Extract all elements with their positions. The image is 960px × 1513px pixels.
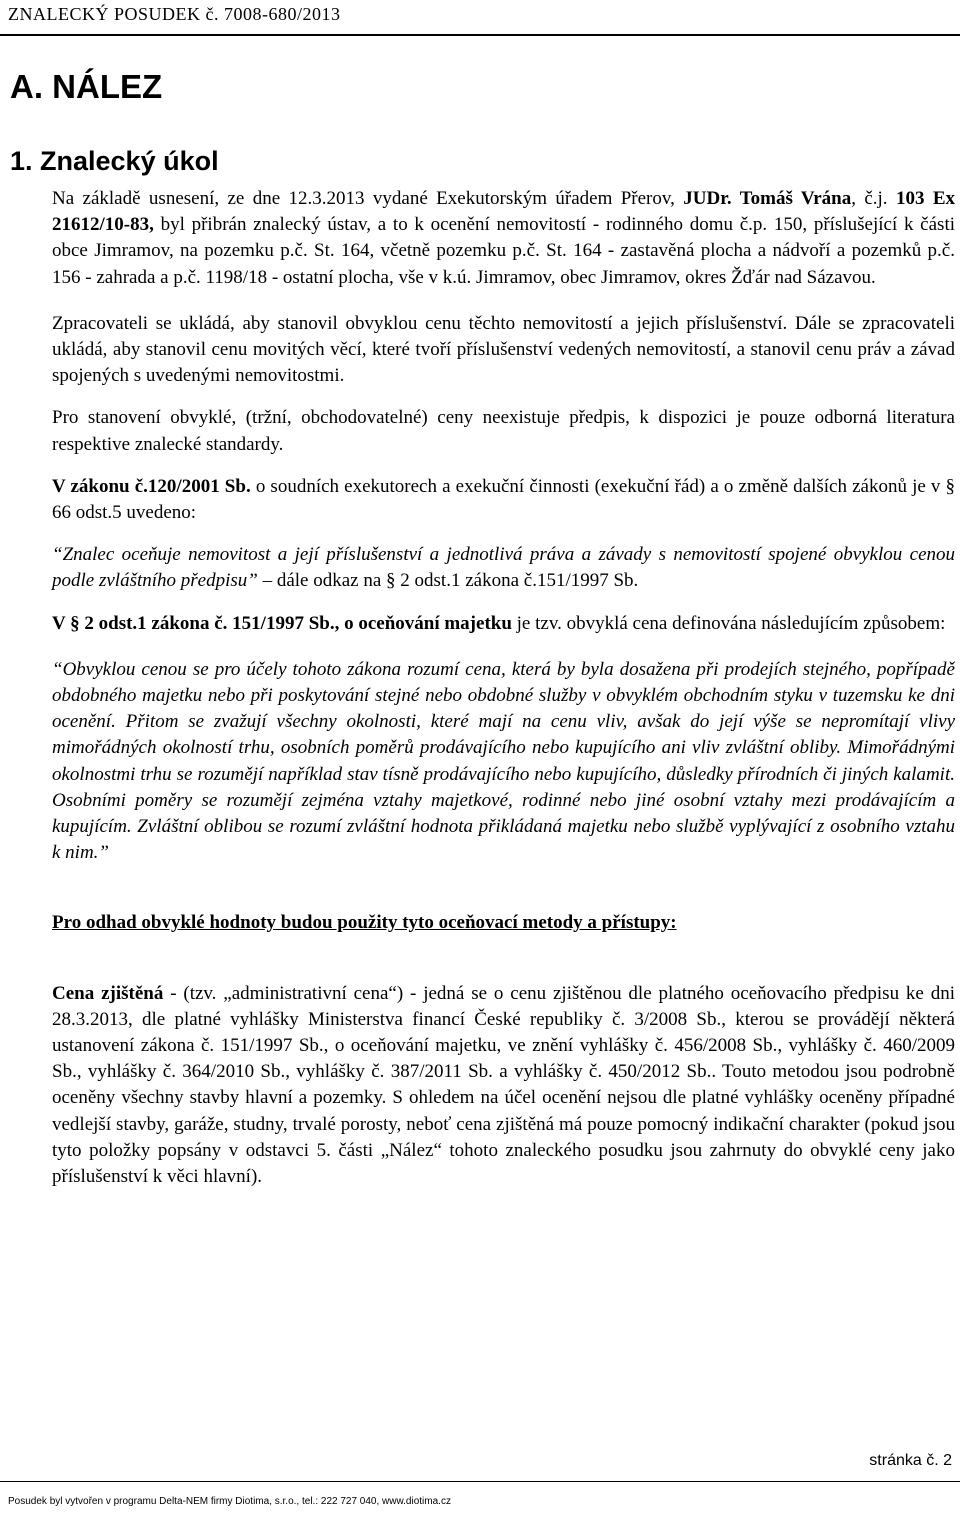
paragraph-definition-intro	[52, 611, 955, 637]
text-span: byl přibrán znalecký ústav, a to k ocenění nemovitostí - rodinného domu č.p. 150, příslušející k části obce Jimramov, na pozemku p.č. St. 164, včetně pozemku p.č. St. 164 - zastavěná plocha a nádvoří a pozemků p.č. 156 - zahrada a p.č. 1198/18 - ostatní plocha, vše v k.ú. Jimramov, obec Jimramov, okres Žďár nad Sázavou.	[52, 214, 955, 288]
paragraph-regulation: Pro stanovení obvyklé, (tržní, obchodovatelné) ceny neexistuje předpis, k dispozici je pouze odborná literatura respektive znalecké standardy.	[52, 407, 955, 455]
paragraph-quote-appraiser	[52, 542, 955, 594]
header-divider	[0, 34, 960, 36]
footer-credit: Posudek byl vytvořen v programu Delta-NEM firmy Diotima, s.r.o., tel.: 222 727 040, www.diotima.cz	[8, 1496, 451, 1507]
text-span: o soudních exekutorech a exekuční činnosti (exekuční řád) a o změně dalších zákonů je v § 66 odst.5 uvedeno:	[52, 475, 955, 524]
paragraph-quote-definition: “Obvyklou cenou se pro účely tohoto zákona rozumí cena, která by byla dosažena při prodejích stejného, popřípadě obdobného majetku nebo při poskytování stejné nebo obdobné služby v obvyklém obchodním styku v tuzemsku ke dni ocenění. Přitom se zvažují všechny okolnosti, které mají na cenu vliv, avšak do její výše se nepromítají vlivy mimořádných okolností trhu, osobních poměrů prodávajícího nebo kupujícího ani vliv zvláštní obliby. Mimořádnými okolnostmi trhu se rozumějí například stav tísně prodávajícího nebo kupujícího, důsledky přírodních či jiných kalamit. Osobními poměry se rozumějí zejména vztahy majetkové, rodinné nebo jiné osobní vztahy mezi prodávajícím a kupujícím. Zvláštní oblibou se rozumí zvláštní hodnota přikládaná majetku nebo službě vyplývající z osobního vztahu k nim.”	[52, 658, 955, 864]
footer-divider	[0, 1481, 960, 1482]
paragraph-task: Zpracovateli se ukládá, aby stanovil obvyklou cenu těchto nemovitostí a jejich příslušenství. Dále se zpracovateli ukládá, aby stanovil cenu movitých věcí, které tvoří příslušenství vedených nemovitostí, a stanovil cenu práv a závad spojených s uvedenými nemovitostmi.	[52, 312, 955, 387]
section-heading: A. NÁLEZ	[10, 68, 163, 105]
text-span: - (tzv. „administrativní cena“) - jedná se o cenu zjištěnou dle platného oceňovacího předpisu ke dni 28.3.2013, dle platné vyhlášky Ministerstva financí České republiky č. 3/2008 Sb., kterou se provádějí některá ustanovení zákona č. 151/1997 Sb., o oceňování majetku, ve znění vyhlášky č. 456/2008 Sb., vyhlášky č. 460/2009 Sb., vyhlášky č. 364/2010 Sb., vyhlášky č. 387/2011 Sb. a vyhlášky č. 450/2012 Sb.. Touto metodou jsou podrobně oceněny všechny stavby hlavní a pozemky. S ohledem na účel ocenění nejsou dle platné vyhlášky oceněny případné vedlejší stavby, garáže, studny, trvalé porosty, neboť cena zjištěná má pouze pomocný indikační charakter (pokud jsou tyto položky popsány v odstavci 5. části „Nález“ tohoto znaleckého posudku jsou zahrnuty do obvyklé ceny jako příslušenství k věci hlavní).	[52, 982, 956, 1188]
text-span: je tzv. obvyklá cena definována následujícím způsobem:	[511, 612, 946, 634]
term-label: Cena zjištěná	[52, 982, 164, 1004]
quote-text: “Znalec oceňuje nemovitost a její příslušenství a jednotlivá práva a závady s nemovitostí spojené obvyklou cenou podle zvláštního předpisu”	[52, 544, 955, 592]
law-title: V zákonu č.120/2001 Sb.	[52, 475, 251, 497]
text-span: – dále odkaz na § 2 odst.1 zákona č.151/1997 Sb.	[257, 570, 639, 592]
judge-name: JUDr. Tomáš Vrána	[683, 188, 852, 209]
page-number: stránka č. 2	[869, 1452, 952, 1469]
paragraph-assignment	[52, 186, 955, 291]
subsection-heading: 1. Znalecký úkol	[10, 146, 219, 176]
document-body	[52, 186, 955, 1190]
text-span: , č.j.	[851, 188, 896, 209]
document-header-title: ZNALECKÝ POSUDEK č. 7008-680/2013	[8, 4, 341, 24]
law-title: V § 2 odst.1 zákona č. 151/1997 Sb., o oceňování majetku	[52, 612, 512, 634]
paragraph-assessed-price	[52, 981, 955, 1191]
case-number: 103 Ex 21612/10-83,	[52, 188, 955, 236]
text-span: Na základě usnesení, ze dne 12.3.2013 vydané Exekutorským úřadem Přerov,	[52, 188, 684, 209]
methods-heading: Pro odhad obvyklé hodnoty budou použity tyto oceňovací metody a přístupy:	[52, 912, 677, 934]
paragraph-law-reference	[52, 474, 955, 526]
